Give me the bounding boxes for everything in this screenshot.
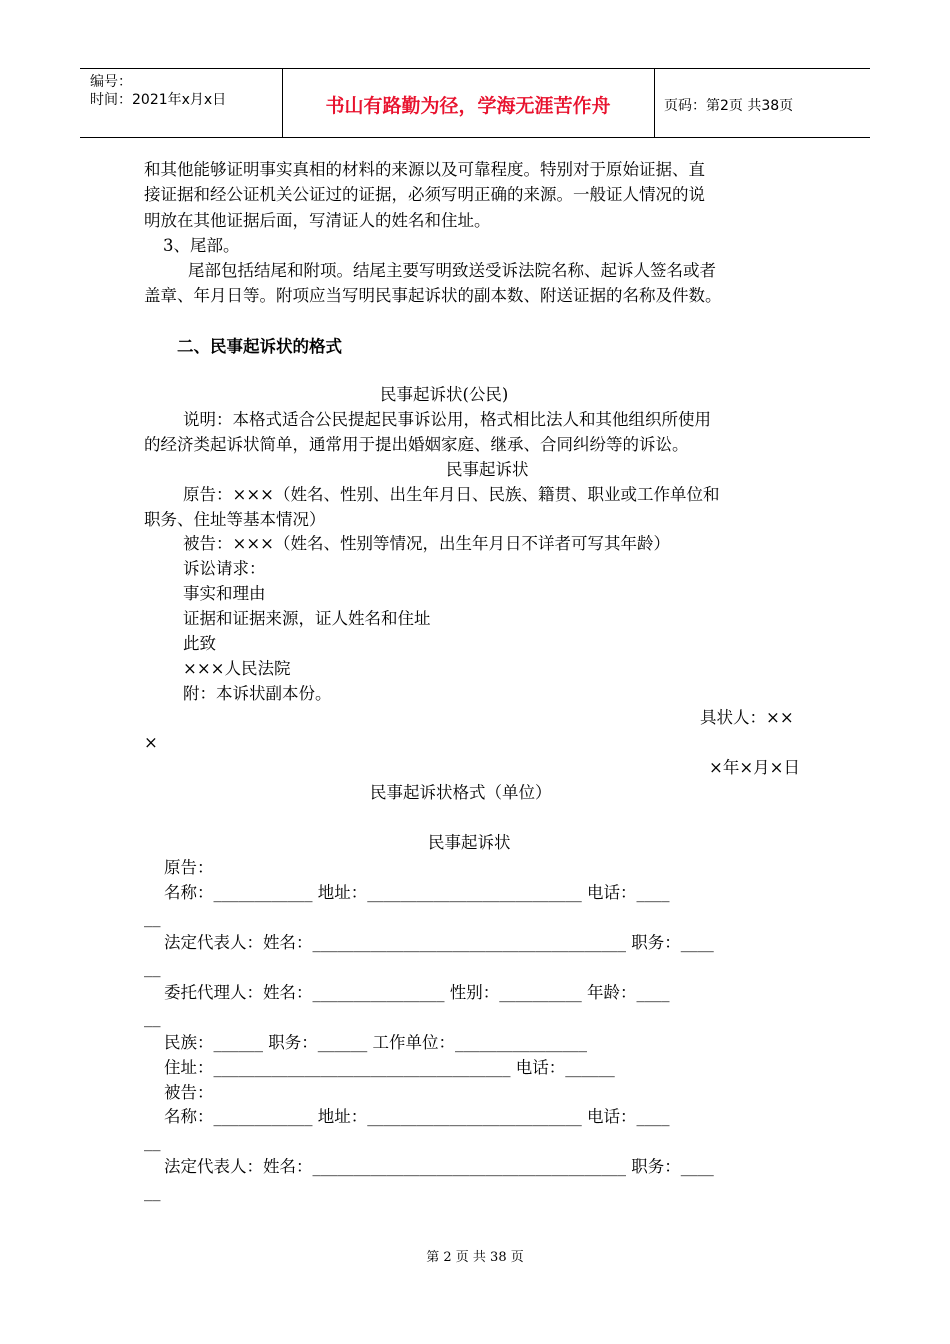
body-line: 盖章、年月日等。附项应当写明民事起诉状的副本数、附送证据的名称及件数。 bbox=[144, 286, 722, 305]
body-line: 诉讼请求： bbox=[183, 559, 266, 578]
signature-line: × bbox=[144, 733, 158, 752]
body-line: 附：本诉状副本份。 bbox=[183, 684, 332, 703]
document-number-label: 编号： bbox=[90, 74, 132, 90]
page-header bbox=[80, 68, 870, 138]
header-page-info: 页码：第2页 共38页 bbox=[664, 98, 794, 114]
body-line: 尾部包括结尾和附项。结尾主要写明致送受诉法院名称、起诉人签名或者 bbox=[188, 261, 716, 280]
body-line: 3、尾部。 bbox=[163, 236, 240, 255]
form-field-line: 法定代表人：姓名：______________________________________ 职务：____ bbox=[164, 1157, 714, 1176]
body-line: 接证据和经公证机关公证过的证据，必须写明正确的来源。一般证人情况的说 bbox=[144, 185, 705, 204]
body-line: 被告： bbox=[164, 1083, 214, 1102]
header-meta bbox=[90, 73, 226, 109]
page-footer: 第 2 页 共 38 页 bbox=[426, 1250, 524, 1265]
form-field-line: __ bbox=[144, 1132, 161, 1151]
body-line: 明放在其他证据后面，写清证人的姓名和住址。 bbox=[144, 211, 491, 230]
section-heading: 二、民事起诉状的格式 bbox=[177, 337, 342, 356]
body-line: ×××人民法院 bbox=[183, 659, 291, 678]
form-field-line: 名称：____________ 地址：__________________________ 电话：____ bbox=[164, 883, 670, 902]
form-subtitle: 民事起诉状 bbox=[428, 833, 511, 852]
form-subtitle: 民事起诉状 bbox=[446, 460, 529, 479]
form-field-line: 委托代理人：姓名：________________ 性别：__________ 年龄：____ bbox=[164, 983, 670, 1002]
form-field-line: 民族：______ 职务：______ 工作单位：________________ bbox=[164, 1033, 587, 1052]
form-field-line: 住址：____________________________________ 电话：______ bbox=[164, 1058, 615, 1077]
body-line: 证据和证据来源，证人姓名和住址 bbox=[183, 609, 431, 628]
date-line: ×年×月×日 bbox=[709, 758, 800, 777]
body-line: 事实和理由 bbox=[183, 584, 266, 603]
form-field-line: 法定代表人：姓名：______________________________________ 职务：____ bbox=[164, 933, 714, 952]
body-line: 和其他能够证明事实真相的材料的来源以及可靠程度。特别对于原始证据、直 bbox=[144, 160, 705, 179]
body-line: 此致 bbox=[183, 634, 216, 653]
body-line: 的经济类起诉状简单，通常用于提出婚姻家庭、继承、合同纠纷等的诉讼。 bbox=[144, 435, 689, 454]
form-title: 民事起诉状格式（单位） bbox=[370, 783, 552, 802]
body-line: 职务、住址等基本情况） bbox=[144, 510, 326, 529]
body-line: 被告：×××（姓名、性别等情况，出生年月日不详者可写其年龄） bbox=[183, 534, 670, 553]
form-field-line: __ bbox=[144, 1008, 161, 1027]
body-line: 说明：本格式适合公民提起民事诉讼用，格式相比法人和其他组织所使用 bbox=[183, 410, 711, 429]
form-field-line: 名称：____________ 地址：__________________________ 电话：____ bbox=[164, 1107, 670, 1126]
header-divider bbox=[654, 69, 655, 137]
document-time: 时间：2021年x月x日 bbox=[90, 92, 227, 108]
header-motto: 书山有路勤为径，学海无涯苦作舟 bbox=[325, 95, 611, 117]
form-title: 民事起诉状(公民) bbox=[380, 385, 509, 404]
signature-line: 具状人：×× bbox=[700, 708, 794, 727]
body-line: 原告：×××（姓名、性别、出生年月日、民族、籍贯、职业或工作单位和 bbox=[183, 485, 720, 504]
body-line: 原告： bbox=[164, 858, 214, 877]
form-field-line: __ bbox=[144, 908, 161, 927]
form-field-line: __ bbox=[144, 1182, 161, 1201]
form-field-line: __ bbox=[144, 958, 161, 977]
